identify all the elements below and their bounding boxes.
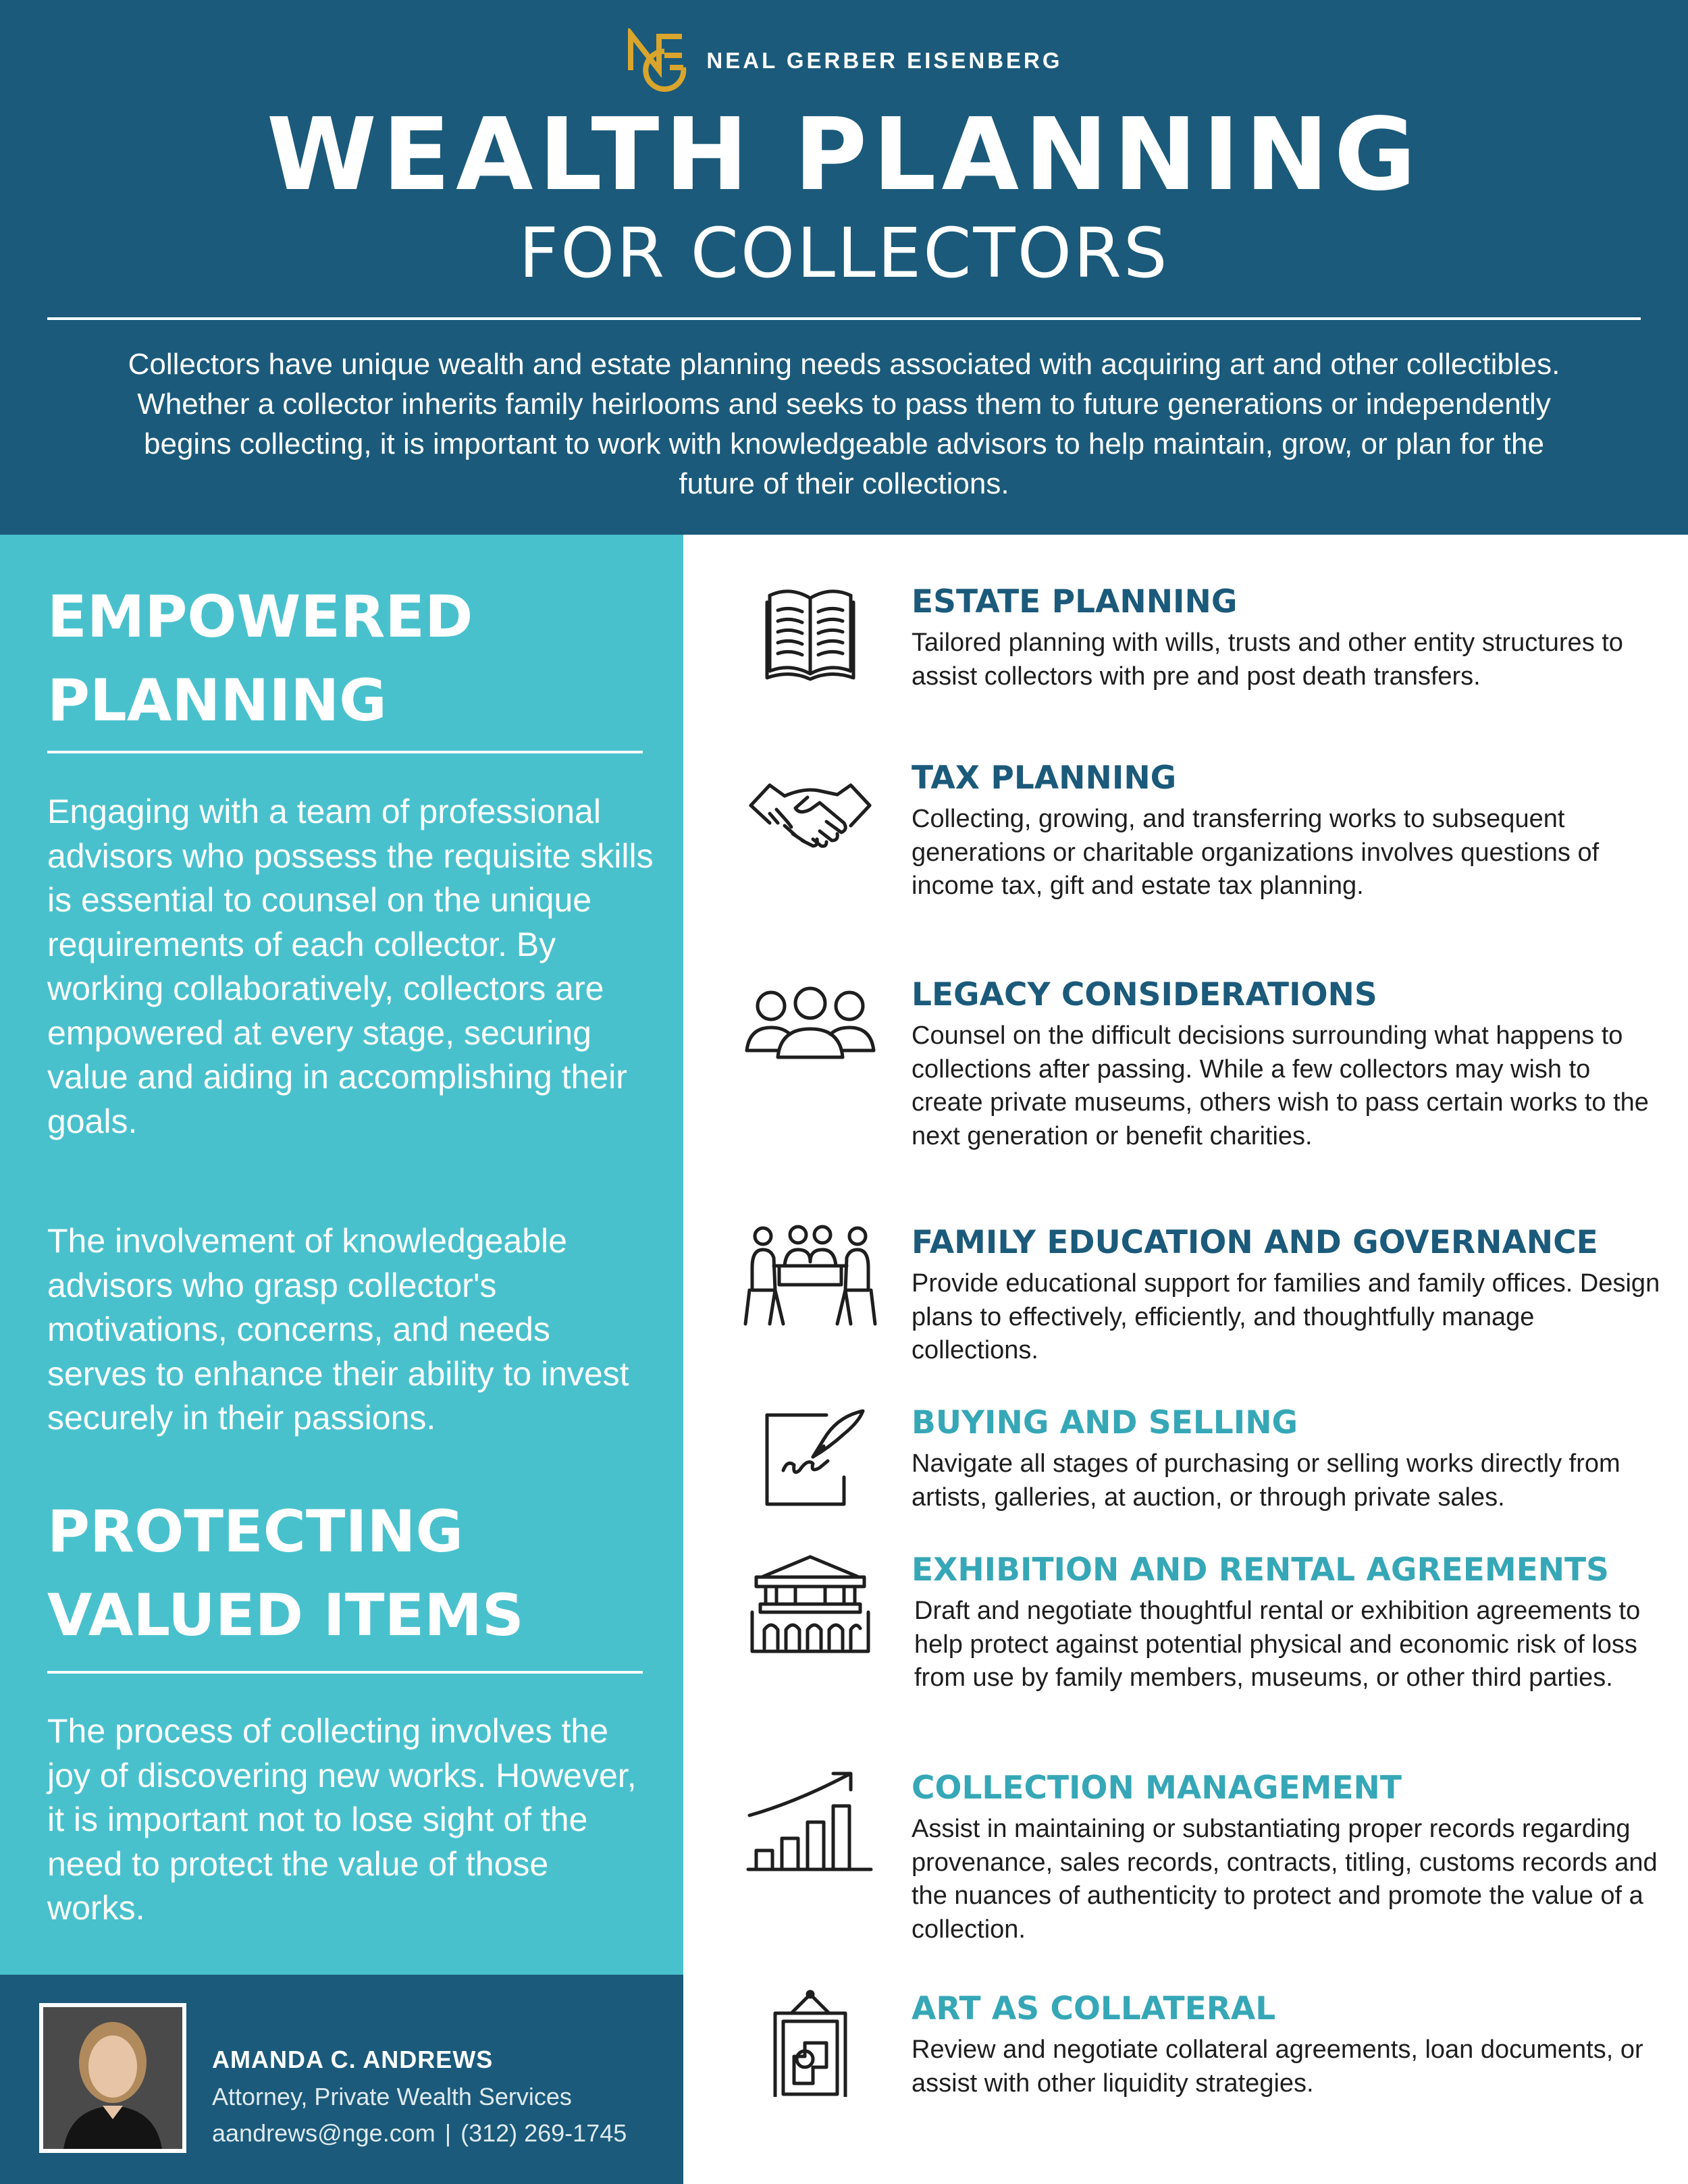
service-description: Counsel on the difficult decisions surrounding what happens to collections after passing. While a few collectors may wish to create private museums, others wish to pass certain works to the next generation or benefit charities.: [912, 1021, 1649, 1150]
service-title: COLLECTION MANAGEMENT: [912, 1769, 1402, 1807]
email-link[interactable]: aandrews@nge.com: [212, 2119, 436, 2147]
service-exhibition-rental-agreements: [743, 1550, 1661, 1746]
museum-building-icon: [743, 1550, 878, 1658]
left-column: [0, 535, 683, 1975]
service-family-education-governance: [743, 1223, 1661, 1378]
handshake-icon: [743, 758, 878, 866]
page-title: WEALTH PLANNING: [266, 97, 1422, 213]
meeting-table-icon: [743, 1223, 878, 1331]
service-description: Navigate all stages of purchasing or selling works directly from artists, galleries, at auction, or through private sales.: [912, 1449, 1620, 1512]
empowered-planning-heading: EMPOWERED PLANNING: [47, 583, 473, 735]
portrait-icon: [43, 2007, 182, 2149]
nge-logo-icon: [625, 28, 687, 93]
service-art-as-collateral: [743, 1989, 1661, 2124]
service-description: Review and negotiate collateral agreements, loan documents, or assist with other liquidity strategies.: [912, 2035, 1643, 2098]
service-tax-planning: [743, 758, 1661, 940]
service-estate-planning: [743, 582, 1661, 730]
header-banner: [0, 0, 1688, 535]
contact-line: [212, 2119, 627, 2148]
quill-signature-icon: [743, 1403, 878, 1511]
brand-name: NEAL GERBER EISENBERG: [706, 48, 1063, 73]
header-divider: [47, 317, 1641, 320]
service-description: Tailored planning with wills, trusts and other entity structures to assist collectors with pre and post death transfers.: [912, 629, 1623, 691]
empowered-paragraph-1: Engaging with a team of professional advisors who possess the requisite skills is essential to counsel on the unique requirements of each collector. By working collaboratively, collectors are empowered at every stage, securing value and aiding in accomplishing their goals.: [47, 793, 654, 1140]
service-legacy-considerations: [743, 975, 1661, 1198]
service-title: TAX PLANNING: [912, 760, 1177, 797]
service-collection-management: [743, 1768, 1661, 1957]
service-description: Draft and negotiate thoughtful rental or exhibition agreements to help protect against potential physical and economic risk of loss from use by family members, museums, or other third parties.: [914, 1597, 1641, 1692]
service-description: Provide educational support for families and family offices. Design plans to effectively, efficiently, and thoughtfully manage collections.: [912, 1269, 1660, 1364]
service-title: ESTATE PLANNING: [912, 583, 1238, 620]
service-title: FAMILY EDUCATION AND GOVERNANCE: [912, 1224, 1598, 1261]
empowered-divider: [47, 751, 643, 753]
intro-paragraph: Collectors have unique wealth and estate planning needs associated with acquiring art and other collectibles. Whether a collector inherits family heirlooms and seeks to pass them to future generations or independently begins collecting, it is important to work with knowledgeable advisors to help maintain, grow, or plan for the future of their collections.: [128, 348, 1560, 500]
empowered-paragraph-2: The involvement of knowledgeable advisors who grasp collector's motivations, concerns, and needs serves to enhance their ability to invest securely in their passions.: [47, 1222, 629, 1437]
contact-card: [0, 1975, 683, 2184]
contact-separator: |: [444, 2119, 452, 2147]
growth-chart-icon: [743, 1768, 878, 1876]
people-icon: [743, 975, 878, 1083]
service-description: Assist in maintaining or substantiating proper records regarding provenance, sales records, contracts, titling, customs records and the nuances of authenticity to protect and promote the value of a collection.: [912, 1815, 1658, 1944]
brand-lockup: [0, 28, 1688, 93]
service-title: LEGACY CONSIDERATIONS: [912, 976, 1377, 1013]
service-title: ART AS COLLATERAL: [912, 1990, 1276, 2027]
attorney-name: AMANDA C. ANDREWS: [212, 2046, 494, 2073]
service-buying-and-selling: [743, 1403, 1661, 1524]
attorney-photo: [39, 2003, 186, 2153]
framed-art-icon: [743, 1989, 878, 2097]
protecting-paragraph: The process of collecting involves the joy of discovering new works. However, it is important not to lose sight of the need to protect the value of those works.: [47, 1712, 637, 1927]
protecting-valued-items-heading: PROTECTING VALUED ITEMS: [47, 1498, 524, 1649]
attorney-title: Attorney, Private Wealth Services: [212, 2083, 572, 2110]
service-title: BUYING AND SELLING: [912, 1404, 1298, 1441]
service-title: EXHIBITION AND RENTAL AGREEMENTS: [912, 1551, 1609, 1589]
page-subtitle: FOR COLLECTORS: [519, 213, 1169, 294]
phone-number[interactable]: (312) 269-1745: [460, 2119, 627, 2147]
service-description: Collecting, growing, and transferring works to subsequent generations or charitable organizations involves questions of income tax, gift and estate tax planning.: [912, 805, 1600, 900]
book-icon: [743, 582, 878, 690]
protecting-divider: [47, 1671, 643, 1674]
